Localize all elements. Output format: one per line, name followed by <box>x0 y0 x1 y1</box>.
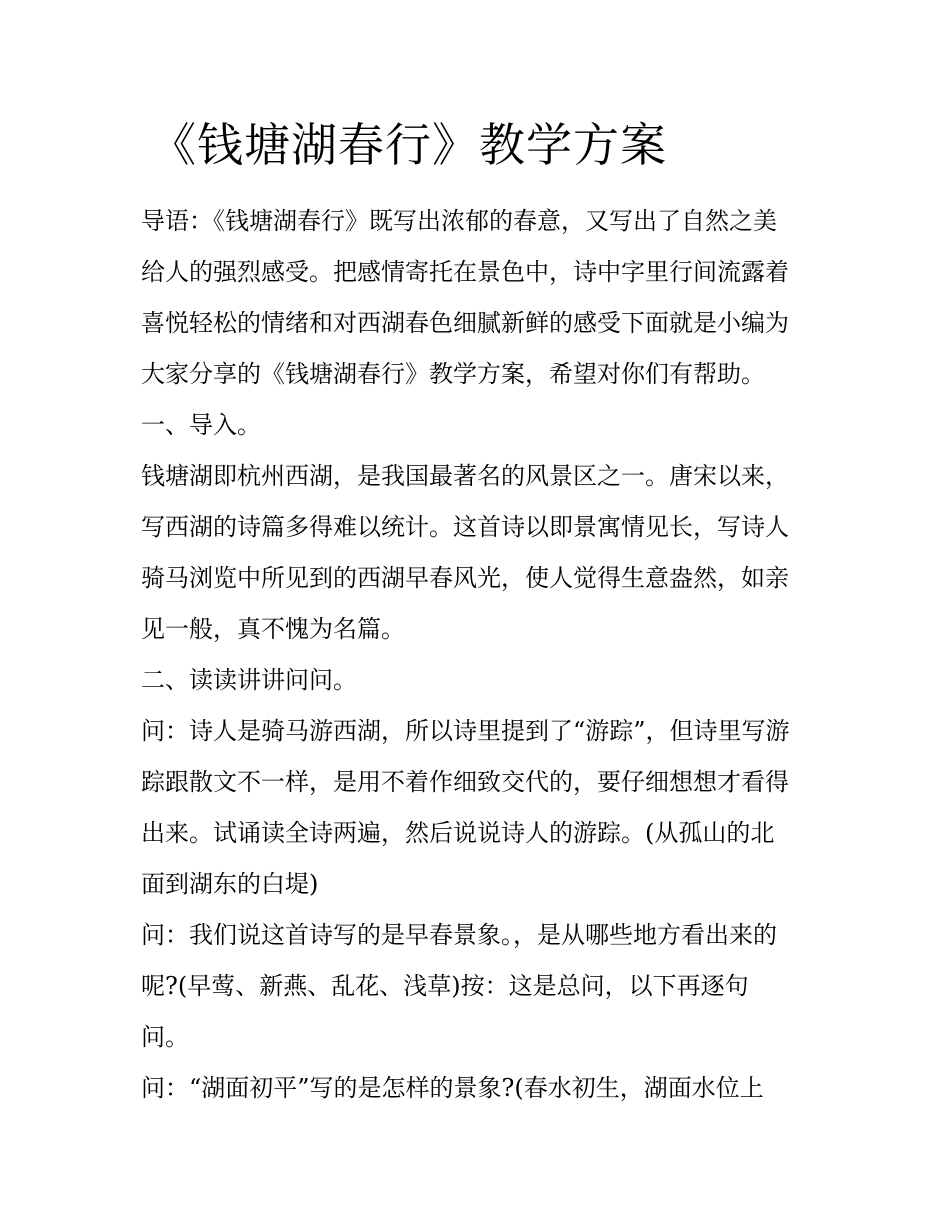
text-line: 给人的强烈感受。把感情寄托在景色中，诗中字里行间流露着 <box>141 258 789 286</box>
text-line: 骑马浏览中所见到的西湖早春风光，使人觉得生意盎然，如亲 <box>141 564 789 592</box>
text-line: 问：“湖面初平”写的是怎样的景象?(春水初生，湖面水位上 <box>141 1074 764 1102</box>
text-line: 问：我们说这首诗写的是早春景象。，是从哪些地方看出来的 <box>141 921 777 949</box>
document-body <box>141 196 821 1114</box>
text-line: 呢?(早莺、新燕、乱花、浅草)按：这是总问，以下再逐句 <box>141 972 749 1000</box>
section-heading: 二、读读讲讲问问。 <box>141 666 357 694</box>
text-line: 喜悦轻松的情绪和对西湖春色细腻新鲜的感受下面就是小编为 <box>141 309 789 337</box>
text-line: 见一般，真不愧为名篇。 <box>141 615 405 643</box>
text-line: 写西湖的诗篇多得难以统计。这首诗以即景寓情见长，写诗人 <box>141 513 789 541</box>
text-line: 面到湖东的白堤) <box>141 870 319 898</box>
text-line: 出来。试诵读全诗两遍，然后说说诗人的游踪。(从孤山的北 <box>141 819 775 847</box>
document-title: 《钱塘湖春行》教学方案 <box>150 118 667 172</box>
text-line: 钱塘湖即杭州西湖，是我国最著名的风景区之一。唐宋以来， <box>141 462 789 490</box>
section-heading: 一、导入。 <box>141 411 261 439</box>
text-line: 问：诗人是骑马游西湖，所以诗里提到了“游踪”，但诗里写游 <box>141 717 790 745</box>
text-line: 大家分享的《钱塘湖春行》教学方案，希望对你们有帮助。 <box>141 360 765 388</box>
text-line: 问。 <box>141 1023 189 1051</box>
text-line: 导语：《钱塘湖春行》既写出浓郁的春意，又写出了自然之美 <box>141 207 777 235</box>
text-line: 踪跟散文不一样，是用不着作细致交代的，要仔细想想才看得 <box>141 768 789 796</box>
